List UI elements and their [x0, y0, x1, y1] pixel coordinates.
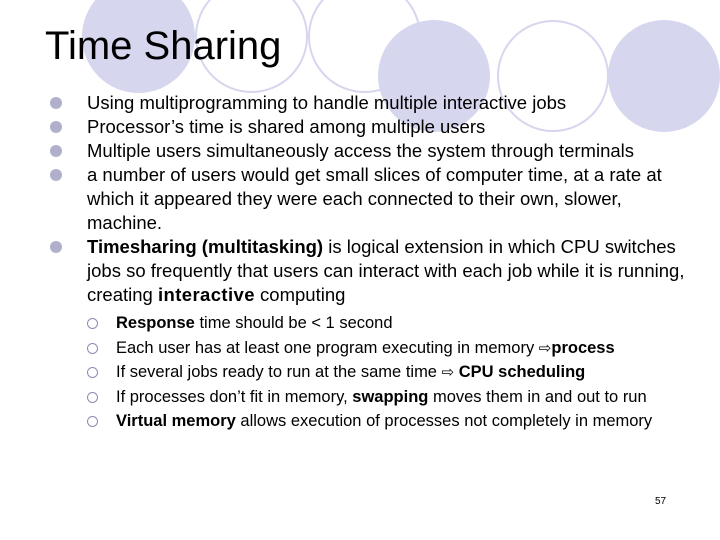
sub-bullet-item: [87, 336, 690, 361]
bullet-dot-icon: [50, 241, 62, 253]
ring-bullet-icon: [87, 318, 98, 329]
sub-bullet-text: allows execution of processes not completely in memory: [235, 412, 653, 430]
response-term: Response: [116, 314, 195, 332]
cpu-scheduling-term: CPU scheduling: [454, 363, 586, 381]
right-arrow-icon: ⇨: [538, 338, 552, 357]
ring-bullet-icon: [87, 416, 98, 427]
bullet-text: Using multiprogramming to handle multiple interactive jobs: [87, 92, 567, 113]
sub-bullet-item: [87, 360, 690, 385]
ring-bullet-icon: [87, 392, 98, 403]
bullet-dot-icon: [50, 121, 62, 133]
process-term: process: [551, 338, 615, 357]
sub-bullet-item: [87, 409, 690, 434]
bullet-text: Multiple users simultaneously access the system through terminals: [87, 140, 635, 161]
slide-title: Time Sharing: [45, 24, 282, 68]
bullet-dot-icon: [50, 145, 62, 157]
sub-bullet-text: moves them in and out to run: [428, 387, 647, 406]
sub-bullet-text: If several jobs ready to run at the same time: [116, 363, 442, 381]
bullet-text: computing: [254, 284, 346, 305]
bullet-item: [50, 235, 690, 434]
bullet-item: [50, 91, 690, 115]
page-number: 57: [655, 496, 667, 507]
timesharing-term: Timesharing (multitasking): [87, 236, 324, 257]
interactive-term: interactive: [157, 284, 255, 305]
bullet-item: [50, 115, 690, 139]
bullet-text: a number of users would get small slices of computer time, at a rate at which it appeared they were each connected to their own, slower, machine.: [87, 164, 662, 233]
sub-bullet-item: [87, 385, 690, 410]
right-arrow-icon: ⇨: [441, 363, 455, 381]
bullet-dot-icon: [50, 169, 62, 181]
bullet-dot-icon: [50, 97, 62, 109]
swapping-term: swapping: [352, 387, 429, 406]
bullet-text: Processor’s time is shared among multiple users: [87, 116, 486, 137]
bullet-item: [50, 139, 690, 163]
bullet-text: is logical extension in which CPU switches jobs so frequently that users can interact with each job while it is running, creating: [87, 236, 685, 305]
ring-bullet-icon: [87, 343, 98, 354]
sub-bullet-text: If processes don’t fit in memory,: [116, 387, 353, 406]
sub-bullet-item: [87, 311, 690, 336]
sub-bullet-text: time should be < 1 second: [194, 314, 393, 332]
bullet-list: [50, 91, 690, 434]
virtual-memory-term: Virtual memory: [116, 412, 236, 430]
ring-bullet-icon: [87, 367, 98, 378]
sub-bullet-list: [87, 311, 690, 434]
sub-bullet-text: Each user has at least one program executing in memory: [116, 338, 539, 357]
bullet-item: [50, 163, 690, 235]
